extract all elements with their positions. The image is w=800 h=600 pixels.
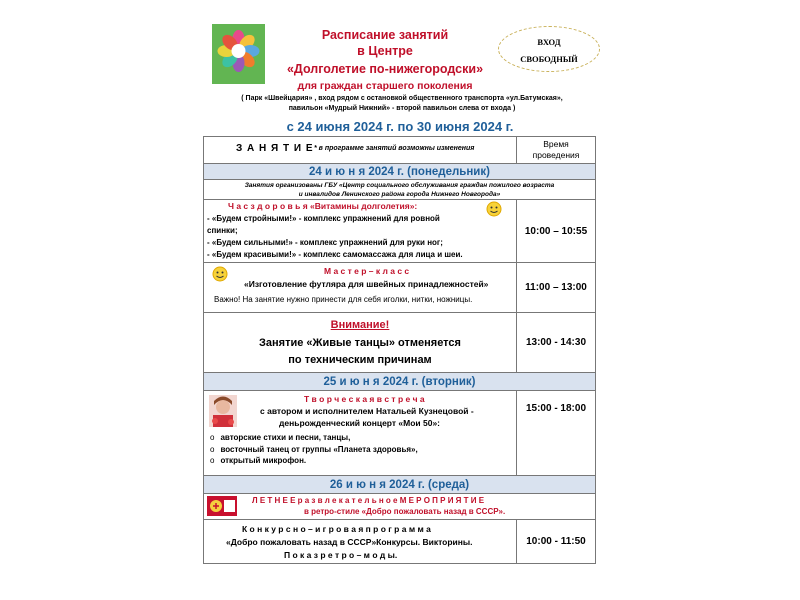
cancellation-row — [204, 313, 595, 373]
day1-heading: 24 и ю н я 2024 г. (понедельник) — [204, 164, 595, 180]
game-program-line-1: «Добро пожаловать назад в СССР»Конкурсы. Викторины. — [226, 537, 473, 547]
date-range: с 24 июня 2024 г. по 30 июня 2024 г. — [286, 119, 514, 134]
cancellation-time: 13:00 - 14:30 — [525, 337, 587, 348]
summer-event-title: Л Е Т Н Е Е р а з в л е к а т е л ь н о е М Е Р О П Р И Я Т И Е — [252, 496, 485, 505]
free-entry-badge — [498, 26, 600, 72]
master-class-time: 11:00 – 13:00 — [525, 282, 587, 293]
summer-event-subtitle: в ретро-стиле «Добро пожаловать назад в СССР». — [304, 507, 506, 516]
list-item: o восточный танец от группы «Планета здоровья», — [210, 445, 418, 457]
master-class-note: Важно! На занятие нужно принести для себя иголки, нитки, ножницы. — [214, 295, 473, 304]
address-line-2: павильон «Мудрый Нижний» - второй павильон слева от входа ) — [288, 105, 516, 112]
free-label: СВОБОДНЫЙ — [520, 54, 578, 64]
game-program-time: 10:00 - 11:50 — [526, 536, 586, 547]
health-hour-title: Ч а с з д о р о в ь я «Витамины долголетия»: — [228, 201, 418, 211]
creative-meeting-line-2: деньрожденческий концерт «Мои 50»: — [279, 418, 441, 428]
portrait-photo-icon — [209, 395, 237, 427]
creative-meeting-list — [210, 433, 418, 468]
smiley-sun-icon — [484, 200, 504, 218]
summer-event-row — [204, 494, 595, 520]
schedule-table — [203, 136, 596, 564]
day2-heading: 25 и ю н я 2024 г. (вторник) — [204, 373, 595, 391]
game-program-row — [204, 520, 595, 563]
list-item: o авторские стихи и песни, танцы, — [210, 433, 418, 445]
attention-label: Внимание! — [330, 319, 390, 331]
center-title: в Центре — [357, 44, 413, 58]
master-class-subtitle: «Изготовление футляра для швейных принадлежностей» — [244, 279, 489, 289]
entry-label: ВХОД — [537, 37, 561, 47]
changes-note: * в программе занятий возможны изменения — [314, 145, 475, 152]
health-item-1: - «Будем стройными!» - комплекс упражнений для ровной — [207, 214, 440, 223]
game-program-line-2: П о к а з р е т р о – м о д ы. — [284, 550, 398, 560]
game-program-title: К о н к у р с н о – и г р о в а я п р о г р а м м а — [242, 524, 431, 534]
time-column-header — [517, 137, 595, 163]
cancellation-line-1: Занятие «Живые танцы» отменяется — [259, 337, 461, 349]
health-item-2: - «Будем сильными!» - комплекс упражнений для руки ног; — [207, 238, 443, 247]
schedule-title: Расписание занятий — [321, 28, 449, 42]
health-hour-time: 10:00 – 10:55 — [524, 225, 588, 237]
organizer-line-1: Занятия организованы ГБУ «Центр социального обслуживания граждан пожилого возраста — [244, 182, 555, 189]
health-item-1-cont: спинки; — [207, 226, 238, 235]
organizer-line-2: и инвалидов Ленинского района города Нижнего Новгорода» — [298, 191, 501, 198]
health-hour-row — [204, 200, 595, 263]
flower-logo-icon — [212, 24, 265, 84]
health-item-3: - «Будем красивыми!» - комплекс самомассажа для лица и шеи. — [207, 250, 463, 259]
program-title: «Долголетие по-нижегородски» — [286, 62, 484, 76]
creative-meeting-line-1: с автором и исполнителем Натальей Кузнецовой - — [260, 406, 474, 416]
master-class-title: М а с т е р – к л а с с — [324, 266, 410, 276]
creative-meeting-time: 15:00 - 18:00 — [525, 403, 587, 414]
organizer-note — [204, 180, 595, 200]
master-class-row — [204, 263, 595, 313]
day3-heading: 26 и ю н я 2024 г. (среда) — [204, 476, 595, 494]
activity-column-header: З А Н Я Т И Е — [236, 143, 314, 154]
time-header-line1: Время — [543, 139, 569, 149]
audience-title: для граждан старшего поколения — [297, 80, 473, 92]
time-header-line2: проведения — [532, 150, 580, 160]
creative-meeting-row — [204, 391, 595, 476]
cancellation-line-2: по техническим причинам — [288, 354, 432, 366]
creative-meeting-title: Т в о р ч е с к а я в с т р е ч а — [304, 394, 425, 404]
address-line-1: ( Парк «Швейцария» , вход рядом с остановкой общественного транспорта «ул.Батумская», — [241, 95, 563, 102]
list-item: o открытый микрофон. — [210, 456, 418, 468]
smiley-sun-icon — [210, 265, 230, 283]
ussr-badge-icon — [207, 496, 237, 516]
table-header-row — [204, 137, 595, 164]
